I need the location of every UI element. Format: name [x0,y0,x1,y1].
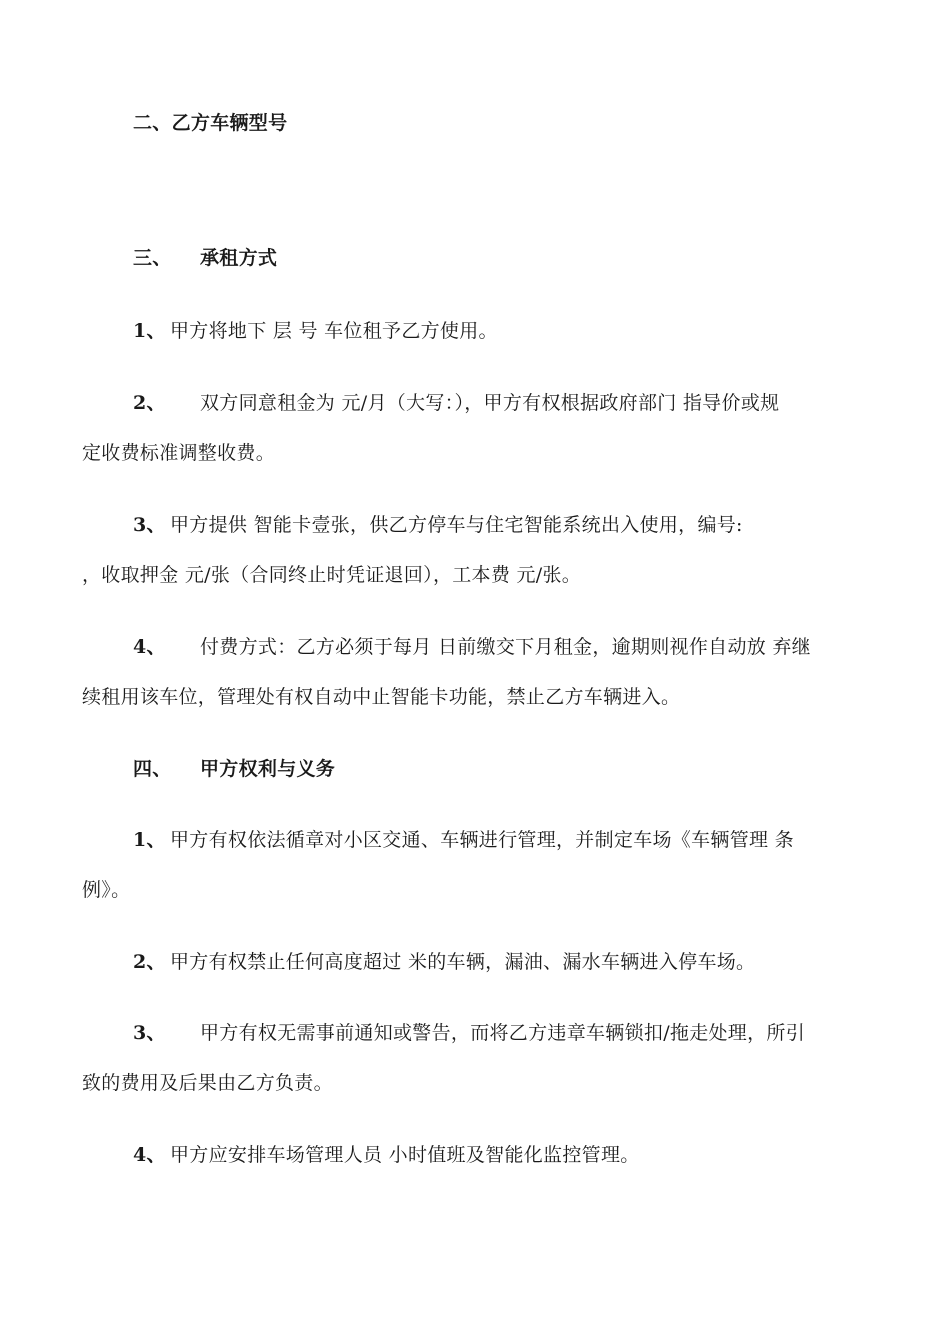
item-number: 1、 [133,829,166,851]
section4-item-1 [133,828,794,852]
section3-item-3-continuation: ，收取押金 元/张（合同终止时凭证退回），工本费 元/张。 [82,564,582,586]
section4-item-3 [133,1021,805,1045]
section3-number: 三、 [133,247,172,269]
item-number: 4、 [133,1144,166,1166]
item-text: 甲方有权依法循章对小区交通、车辆进行管理，并制定车场《车辆管理 条 [170,829,794,851]
section4-item-1-continuation: 例》。 [82,879,131,901]
item-number: 1、 [133,320,166,342]
section4-heading [133,757,335,781]
section3-item-2-continuation: 定收费标准调整收费。 [82,442,276,464]
item-number: 3、 [133,514,166,536]
item-text: 甲方应安排车场管理人员 小时值班及智能化监控管理。 [170,1144,640,1166]
section3-item-4 [133,635,811,659]
section3-item-1 [133,319,498,343]
section2-heading: 二、乙方车辆型号 [133,112,288,134]
item-number: 4、 [133,636,166,658]
section4-item-2 [133,950,755,974]
section3-item-2 [133,391,779,415]
item-text: 甲方有权无需事前通知或警告，而将乙方违章车辆锁扣/拖走处理，所引 [200,1022,806,1044]
section3-item-3 [133,513,743,537]
section4-item-3-continuation: 致的费用及后果由乙方负责。 [82,1072,333,1094]
item-text: 甲方有权禁止任何高度超过 米的车辆，漏油、漏水车辆进入停车场。 [170,951,756,973]
section4-number: 四、 [133,758,172,780]
section4-item-4 [133,1143,640,1167]
item-number: 2、 [133,951,166,973]
item-text: 双方同意租金为 元/月（大写：），甲方有权根据政府部门 指导价或规 [200,392,780,414]
item-text: 甲方提供 智能卡壹张，供乙方停车与住宅智能系统出入使用，编号: [170,514,743,536]
item-text: 甲方将地下 层 号 车位租予乙方使用。 [170,320,498,342]
item-text: 付费方式：乙方必须于每月 日前缴交下月租金，逾期则视作自动放 弃继 [200,636,811,658]
section3-heading [133,246,277,270]
section4-title: 甲方权利与义务 [200,758,336,780]
item-number: 2、 [133,392,166,414]
item-number: 3、 [133,1022,166,1044]
section3-item-4-continuation: 续租用该车位，管理处有权自动中止智能卡功能，禁止乙方车辆进入。 [82,686,681,708]
section3-title: 承租方式 [200,247,278,269]
